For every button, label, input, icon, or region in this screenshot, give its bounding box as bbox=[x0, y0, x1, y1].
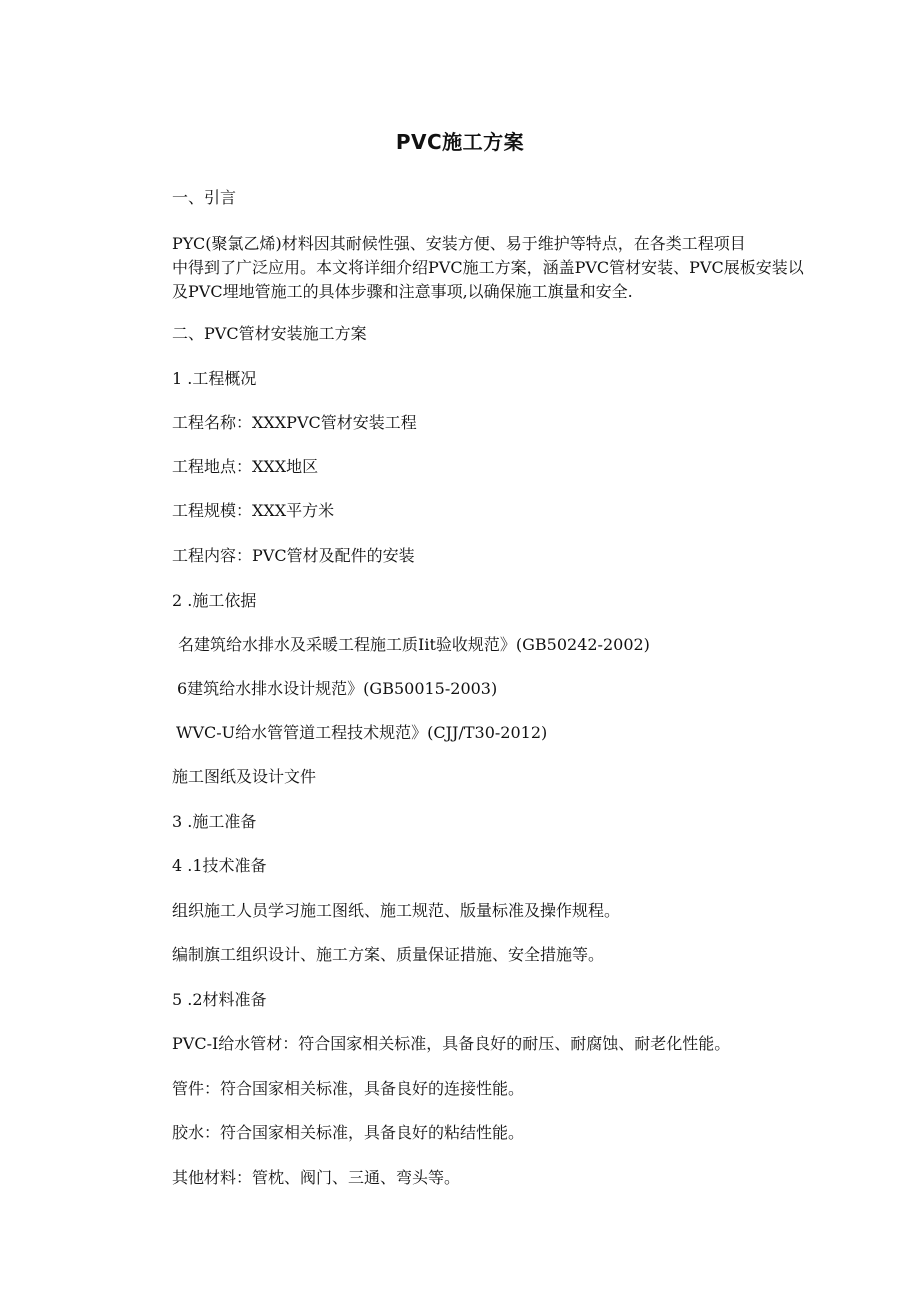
intro-line-2: 中得到了广泛应用。本文将详细介绍PVC施工方案，涵盖PVC管材安装、PVC展板安装以 bbox=[172, 258, 804, 277]
basis-3: WVC-U给水管管道工程技术规范》(CJJ/T30-2012) bbox=[176, 723, 548, 742]
item3-heading: 3 .施工准备 bbox=[172, 812, 257, 831]
tech-2: 编制旗工组织设计、施工方案、质量保证措施、安全措施等。 bbox=[172, 945, 605, 964]
item2-heading: 2 .施工依据 bbox=[172, 591, 257, 610]
material-4: 其他材料：管枕、阀门、三通、弯头等。 bbox=[172, 1168, 461, 1187]
section2-heading: 二、PVC管材安装施工方案 bbox=[172, 324, 367, 343]
material-3: 胶水：符合国家相关标准，具备良好的粘结性能。 bbox=[172, 1123, 525, 1142]
material-1: PVC-I给水管材：符合国家相关标准，具备良好的耐压、耐腐蚀、耐老化性能。 bbox=[172, 1034, 731, 1053]
project-content: 工程内容：PVC管材及配件的安装 bbox=[172, 546, 415, 565]
document-title: PVC施工方案 bbox=[395, 130, 525, 154]
project-scale: 工程规模：XXX平方米 bbox=[172, 501, 335, 520]
project-name: 工程名称：XXXPVC管材安装工程 bbox=[172, 413, 417, 432]
basis-2: 6建筑给水排水设计规范》(GB50015-2003) bbox=[177, 679, 498, 698]
intro-line-1: PYC(聚氯乙烯)材料因其耐候性强、安装方便、易于维护等特点，在各类工程项目 bbox=[172, 234, 746, 253]
intro-line-3: 及PVC埋地管施工的具体步骤和注意事项,以确保施工旗量和安全. bbox=[172, 282, 633, 301]
item5-heading: 5 .2材料准备 bbox=[172, 990, 267, 1009]
basis-1: 名建筑给水排水及采暖工程施工质Iit验收规范》(GB50242-2002) bbox=[178, 635, 650, 654]
intro-paragraph bbox=[172, 232, 804, 304]
item1-heading: 1 .工程概况 bbox=[172, 369, 257, 388]
section-intro-heading: 一、引言 bbox=[172, 188, 237, 207]
item4-heading: 4 .1技术准备 bbox=[172, 856, 267, 875]
tech-1: 组织施工人员学习施工图纸、施工规范、版量标准及操作规程。 bbox=[172, 901, 621, 920]
basis-4: 施工图纸及设计文件 bbox=[172, 767, 317, 786]
material-2: 管件：符合国家相关标准，具备良好的连接性能。 bbox=[172, 1079, 525, 1098]
project-location: 工程地点：XXX地区 bbox=[172, 457, 319, 476]
